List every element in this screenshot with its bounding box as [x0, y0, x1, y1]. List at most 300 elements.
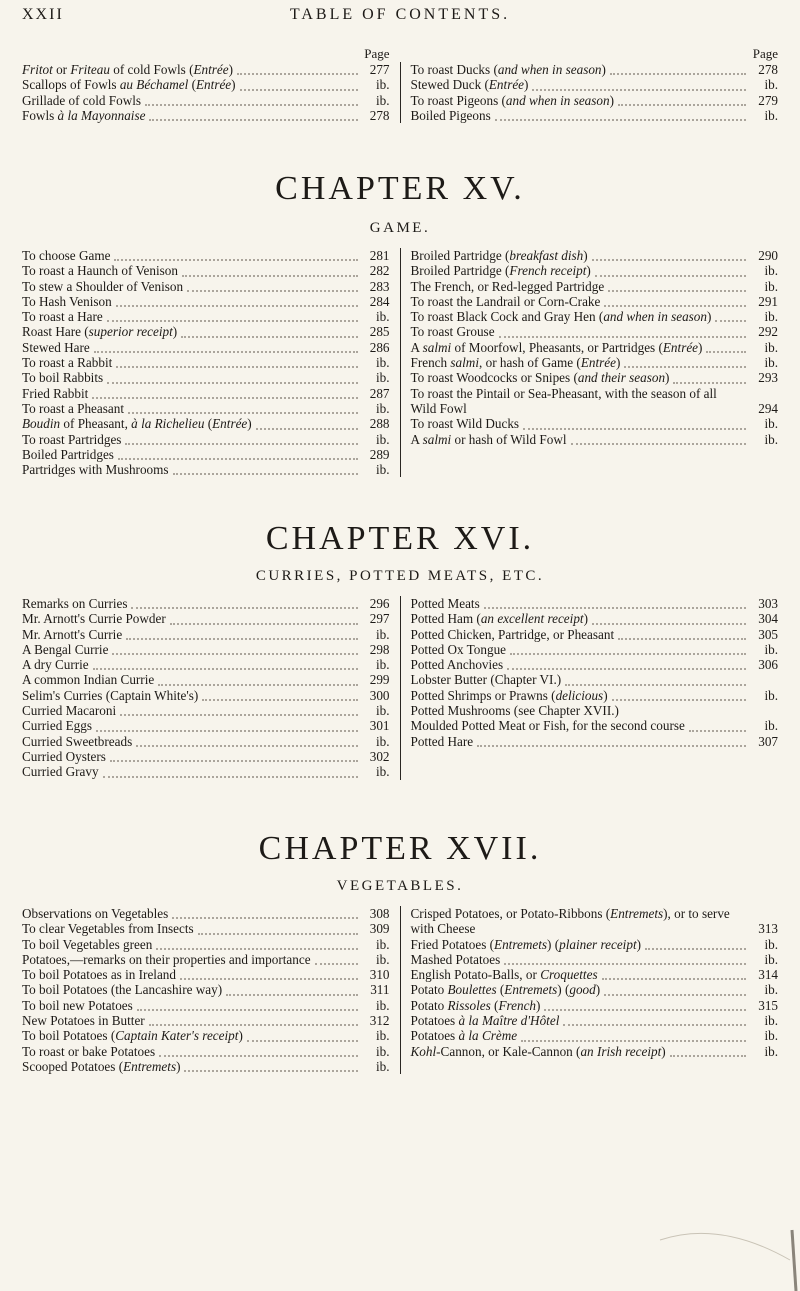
toc-entry: [22, 703, 390, 718]
toc-entry: [22, 447, 390, 462]
toc-entry-title: Potted Hare: [410, 733, 474, 749]
toc-entry: [22, 1044, 390, 1059]
leader-dots: [510, 643, 746, 655]
toc-entry: [411, 355, 779, 370]
leader-dots: [237, 63, 357, 75]
toc-entry: [22, 596, 390, 611]
toc-entry-page: 286: [369, 339, 390, 355]
toc-entry-page: 283: [369, 278, 390, 294]
toc-entry-title: A Bengal Currie: [22, 641, 109, 657]
toc-entry-page: 285: [369, 324, 390, 340]
toc-entry-title: Remarks on Curries: [22, 596, 128, 611]
toc-entry-page: 278: [369, 107, 390, 123]
running-head: [22, 6, 778, 30]
toc-column-left: [22, 906, 401, 1074]
toc-entry: [22, 1059, 390, 1074]
toc-entry-title: Grillade of cold Fowls: [22, 92, 142, 108]
toc-entry-page: 292: [758, 324, 778, 340]
toc-block-chapter14-tail: [22, 46, 778, 123]
toc-entry-title: Boiled Pigeons: [410, 107, 491, 123]
toc-entry: [22, 324, 390, 339]
toc-entry: [22, 734, 390, 749]
toc-entry-page: 309: [369, 921, 390, 937]
leader-dots: [247, 1030, 358, 1042]
toc-entry-title: To boil Potatoes as in Ireland: [22, 967, 176, 983]
toc-entry-title: To clear Vegetables from Insects: [22, 921, 194, 937]
toc-entry: [411, 62, 779, 77]
toc-entry-title: To boil Potatoes (Captain Kater's receipt): [22, 1028, 243, 1044]
toc-entry: [22, 355, 390, 370]
leader-dots: [112, 643, 357, 655]
toc-entry-page: ib.: [764, 431, 778, 447]
toc-entry: [411, 734, 779, 749]
toc-entry: [411, 108, 779, 123]
toc-entry-page: ib.: [764, 309, 778, 325]
toc-entry-title: To roast a Hare: [22, 309, 103, 325]
toc-entry-page: 289: [369, 446, 390, 462]
toc-entry-page: ib.: [764, 416, 778, 432]
toc-entry-page: 282: [369, 263, 390, 279]
leader-dots: [137, 999, 358, 1011]
toc-entry-title: To roast Pigeons (and when in season): [410, 92, 614, 108]
toc-entry-title: To roast Black Cock and Gray Hen (and when in season): [410, 309, 712, 325]
toc-entry-title: To roast a Pheasant: [22, 400, 124, 416]
toc-entry-title: Potted Anchovies: [410, 657, 504, 673]
toc-entry-title: Curried Oysters: [22, 748, 106, 764]
toc-entry-title: Mashed Potatoes: [410, 951, 501, 967]
toc-entry-title: Partridges with Mushrooms: [22, 462, 169, 478]
toc-entry-title: Fowls à la Mayonnaise: [22, 107, 146, 123]
toc-entry-page: ib.: [375, 355, 390, 371]
leader-dots: [670, 1045, 746, 1057]
toc-entry-title: Observations on Vegetables: [22, 906, 169, 921]
leader-dots: [571, 433, 746, 445]
toc-entry-page: ib.: [375, 626, 390, 642]
toc-entry-title: The French, or Red-legged Partridge: [410, 278, 605, 294]
toc-entry: [411, 672, 779, 687]
toc-entry: [411, 248, 779, 263]
toc-entry-title: English Potato-Balls, or Croquettes: [410, 967, 598, 983]
toc-entry: [411, 703, 779, 718]
leader-dots: [103, 766, 358, 778]
toc-entry: [411, 1044, 779, 1059]
toc-entry: [411, 279, 779, 294]
toc-entry-title: To roast Wild Ducks: [410, 416, 520, 432]
toc-entry: [22, 967, 390, 982]
leader-dots: [198, 923, 358, 935]
toc-entry-page: 308: [369, 906, 390, 921]
toc-entry-page: ib.: [764, 339, 778, 355]
toc-entry-title: Potatoes,—remarks on their properties and importance: [22, 951, 311, 967]
toc-entry-title: Potted Chicken, Partridge, or Pheasant: [410, 626, 615, 642]
toc-entry: [22, 764, 390, 779]
toc-entry-title: Moulded Potted Meat or Fish, for the second course: [410, 718, 685, 734]
leader-dots: [120, 704, 357, 716]
leader-dots: [608, 280, 746, 292]
toc-entry-page: 284: [369, 293, 390, 309]
chapter-heading: CHAPTER XV.: [275, 170, 525, 207]
leader-dots: [158, 674, 357, 686]
leader-dots: [499, 326, 746, 338]
toc-entry-page: ib.: [375, 92, 390, 108]
toc-entry-page: 294: [758, 400, 778, 416]
leader-dots: [618, 628, 746, 640]
toc-entry: [22, 906, 390, 921]
leader-dots: [544, 999, 746, 1011]
toc-entry-title: Curried Sweetbreads: [22, 733, 133, 749]
toc-entry-title: To Hash Venison: [22, 293, 112, 309]
toc-column-right: [401, 46, 779, 123]
leader-dots: [592, 613, 746, 625]
toc-entry-title: A common Indian Currie: [22, 672, 155, 688]
toc-entry: [411, 294, 779, 309]
toc-entry-title: Fried Rabbit: [22, 385, 89, 401]
toc-entry-page: 303: [758, 596, 778, 611]
leader-dots: [126, 628, 357, 640]
toc-entry-title: French salmi, or hash of Game (Entrée): [410, 355, 621, 371]
toc-entry: [22, 718, 390, 733]
leader-dots: [256, 418, 358, 430]
toc-entry: [22, 401, 390, 416]
toc-entry-page: 301: [369, 718, 390, 734]
leader-dots: [565, 674, 746, 686]
leader-dots: [145, 94, 357, 106]
toc-entry-page: 298: [369, 641, 390, 657]
toc-entry: [22, 998, 390, 1013]
toc-entry: [22, 642, 390, 657]
leader-dots: [226, 984, 357, 996]
toc-entry-page: 305: [758, 626, 778, 642]
toc-entry: [411, 596, 779, 611]
toc-entry-title: Crisped Potatoes, or Potato-Ribbons (Entremets), or to serve with Cheese: [410, 906, 730, 937]
toc-entry: [411, 642, 779, 657]
toc-entry-page: 297: [369, 611, 390, 627]
toc-entry: [22, 294, 390, 309]
toc-column-left: [22, 46, 401, 123]
leader-dots: [673, 372, 746, 384]
toc-entry-title: To roast Woodcocks or Snipes (and their season): [410, 370, 670, 386]
chapter-heading: CHAPTER XVII.: [258, 830, 542, 867]
toc-entry-title: Potted Ham (an excellent receipt): [410, 611, 588, 627]
toc-entry-title: To boil Potatoes (the Lancashire way): [22, 982, 223, 998]
toc-entry: [22, 627, 390, 642]
toc-entry-page: 293: [758, 370, 778, 386]
toc-column-right: [401, 906, 779, 1074]
toc-entry-title: Fritot or Friteau of cold Fowls (Entrée): [22, 62, 234, 77]
toc-entry: [22, 688, 390, 703]
toc-entry-page: ib.: [764, 1028, 778, 1044]
page-curl-shadow: [600, 1220, 800, 1291]
leader-dots: [116, 295, 358, 307]
toc-entry: [411, 309, 779, 324]
leader-dots: [202, 689, 357, 701]
toc-entry-title: Potted Mushrooms (see Chapter XVII.): [410, 703, 619, 719]
toc-column-left: [22, 596, 401, 780]
toc-entry-page: 310: [369, 967, 390, 983]
chapter-subject: GAME.: [369, 220, 431, 236]
toc-entry-title: To boil new Potatoes: [22, 997, 133, 1013]
leader-dots: [689, 720, 746, 732]
toc-entry-title: To roast or bake Potatoes: [22, 1043, 156, 1059]
toc-entry-page: ib.: [375, 1058, 390, 1074]
toc-entry-page: 290: [758, 248, 778, 263]
leader-dots: [602, 968, 746, 980]
toc-entry-page: ib.: [764, 1013, 778, 1029]
page-column-label: Page: [752, 46, 778, 61]
toc-entry-title: To roast the Pintail or Sea-Pheasant, with the season of all Wild Fowl: [410, 385, 717, 416]
toc-entry: [22, 62, 390, 77]
toc-entry-title: Boiled Partridges: [22, 446, 114, 462]
toc-entry: [411, 416, 779, 431]
toc-entry-page: 306: [758, 657, 778, 673]
leader-dots: [92, 387, 357, 399]
toc-entry: [411, 340, 779, 355]
toc-entry-page: ib.: [375, 764, 390, 780]
leader-dots: [706, 341, 746, 353]
leader-dots: [125, 433, 357, 445]
toc-entry: [411, 263, 779, 278]
toc-entry-title: To roast the Landrail or Corn-Crake: [410, 293, 601, 309]
toc-entry: [22, 263, 390, 278]
toc-entry-page: ib.: [764, 278, 778, 294]
leader-dots: [484, 597, 746, 609]
toc-entry-title: Potatoes à la Maître d'Hôtel: [410, 1013, 560, 1029]
toc-entry-title: Potted Meats: [410, 596, 480, 611]
toc-entry: [411, 627, 779, 642]
leader-dots: [149, 109, 357, 121]
toc-entry-page: ib.: [375, 400, 390, 416]
toc-entry: [22, 386, 390, 401]
toc-entry: [22, 309, 390, 324]
leader-dots: [181, 326, 357, 338]
toc-entry: [411, 718, 779, 733]
toc-entry-page: 288: [369, 416, 390, 432]
chapter-subject: VEGETABLES.: [336, 878, 464, 894]
toc-entry-title: A salmi of Moorfowl, Pheasants, or Partridges (Entrée): [410, 339, 703, 355]
leader-dots: [159, 1045, 357, 1057]
leader-dots: [156, 938, 357, 950]
toc-column-right: [401, 248, 779, 477]
leader-dots: [563, 1014, 746, 1026]
toc-entry: [22, 937, 390, 952]
toc-entry: [22, 416, 390, 431]
toc-entry-page: 287: [369, 385, 390, 401]
toc-entry: [411, 937, 779, 952]
page-title: TABLE OF CONTENTS.: [289, 6, 511, 23]
toc-entry: [22, 432, 390, 447]
toc-entry-title: A salmi or hash of Wild Fowl: [410, 431, 567, 447]
toc-entry-title: Selim's Curries (Captain White's): [22, 687, 199, 703]
leader-dots: [604, 984, 746, 996]
toc-entry-title: To stew a Shoulder of Venison: [22, 278, 184, 294]
toc-entry-page: ib.: [375, 703, 390, 719]
toc-column-left: [22, 248, 401, 477]
toc-entry-title: To boil Rabbits: [22, 370, 104, 386]
toc-entry-title: Stewed Duck (Entrée): [410, 77, 529, 93]
toc-entry: [22, 279, 390, 294]
toc-entry-page: 291: [758, 293, 778, 309]
toc-entry: [22, 672, 390, 687]
toc-entry-page: ib.: [764, 951, 778, 967]
toc-entry-title: Boudin of Pheasant, à la Richelieu (Entrée): [22, 416, 252, 432]
toc-entry-page: ib.: [764, 718, 778, 734]
leader-dots: [532, 79, 746, 91]
toc-entry: [22, 340, 390, 355]
toc-entry-page: 315: [758, 997, 778, 1013]
leader-dots: [94, 341, 358, 353]
toc-entry: [22, 248, 390, 263]
toc-entry-page: 299: [369, 672, 390, 688]
toc-entry: [411, 1013, 779, 1028]
page-number: XXII: [22, 6, 64, 23]
toc-entry-title: To choose Game: [22, 248, 111, 263]
toc-entry-title: To roast Ducks (and when in season): [410, 62, 606, 77]
toc-entry-title: Potato Rissoles (French): [410, 997, 541, 1013]
toc-entry-title: Lobster Butter (Chapter VI.): [410, 672, 562, 688]
toc-entry-page: 300: [369, 687, 390, 703]
toc-entry-page: ib.: [375, 657, 390, 673]
toc-entry-title: New Potatoes in Butter: [22, 1013, 145, 1029]
leader-dots: [172, 907, 357, 919]
toc-entry: [22, 462, 390, 477]
toc-entry-title: To boil Vegetables green: [22, 936, 153, 952]
toc-entry-title: Curried Gravy: [22, 764, 99, 780]
toc-entry-page: 302: [369, 748, 390, 764]
toc-entry-page: ib.: [375, 997, 390, 1013]
toc-entry-page: ib.: [375, 77, 390, 93]
chapter-heading: CHAPTER XVI.: [265, 520, 535, 557]
toc-entry: [22, 1028, 390, 1043]
toc-entry-page: ib.: [764, 936, 778, 952]
toc-entry-title: Potatoes à la Crème: [410, 1028, 518, 1044]
toc-entry: [411, 998, 779, 1013]
toc-entry: [411, 1028, 779, 1043]
toc-entry: [22, 921, 390, 936]
leader-dots: [173, 463, 358, 475]
leader-dots: [315, 953, 358, 965]
toc-entry: [22, 982, 390, 997]
toc-entry: [22, 77, 390, 92]
toc-entry-title: Mr. Arnott's Currie: [22, 626, 123, 642]
toc-entry: [411, 967, 779, 982]
toc-entry-title: To roast Grouse: [410, 324, 495, 340]
leader-dots: [136, 735, 357, 747]
leader-dots: [618, 94, 746, 106]
toc-entry-page: ib.: [764, 263, 778, 279]
toc-entry-title: Scallops of Fowls au Béchamel (Entrée): [22, 77, 236, 93]
toc-entry-page: ib.: [764, 687, 778, 703]
toc-entry: [411, 432, 779, 447]
chapter-subject: CURRIES, POTTED MEATS, ETC.: [255, 568, 545, 584]
leader-dots: [180, 968, 358, 980]
toc-entry: [22, 108, 390, 123]
toc-entry-page: ib.: [375, 431, 390, 447]
toc-entry-page: 296: [369, 596, 390, 611]
toc-entry-page: ib.: [375, 462, 390, 478]
leader-dots: [116, 356, 357, 368]
leader-dots: [149, 1014, 358, 1026]
leader-dots: [184, 1060, 357, 1072]
toc-entry-title: To roast a Haunch of Venison: [22, 263, 178, 279]
leader-dots: [96, 720, 358, 732]
toc-entry-title: Scooped Potatoes (Entremets): [22, 1058, 181, 1074]
toc-entry: [411, 324, 779, 339]
leader-dots: [595, 265, 746, 277]
leader-dots: [107, 310, 358, 322]
toc-entry-title: To roast a Rabbit: [22, 355, 113, 371]
toc-entry-page: ib.: [764, 1043, 778, 1059]
leader-dots: [610, 63, 746, 75]
leader-dots: [504, 953, 746, 965]
leader-dots: [118, 448, 358, 460]
toc-entry: [22, 611, 390, 626]
leader-dots: [507, 658, 746, 670]
toc-entry: [411, 77, 779, 92]
toc-entry-page: ib.: [375, 370, 390, 386]
toc-entry-title: Broiled Partridge (breakfast dish): [410, 248, 588, 263]
toc-entry-page: 304: [758, 611, 778, 627]
toc-entry-title: Stewed Hare: [22, 339, 90, 355]
toc-entry: [411, 386, 779, 417]
leader-dots: [128, 402, 358, 414]
leader-dots: [521, 1030, 746, 1042]
leader-dots: [240, 79, 358, 91]
leader-dots: [182, 265, 358, 277]
toc-entry-page: 279: [758, 92, 778, 108]
toc-entry: [411, 982, 779, 997]
leader-dots: [170, 613, 358, 625]
toc-entry: [22, 93, 390, 108]
toc-entry: [22, 657, 390, 672]
toc-entry: [22, 1013, 390, 1028]
toc-entry-title: Curried Eggs: [22, 718, 92, 734]
toc-entry-page: 311: [370, 982, 390, 998]
leader-dots: [477, 735, 746, 747]
page-column-label: Page: [364, 46, 390, 61]
toc-entry-title: Fried Potatoes (Entremets) (plainer receipt): [410, 936, 642, 952]
toc-entry-page: ib.: [375, 1028, 390, 1044]
toc-entry-page: 277: [369, 62, 390, 77]
leader-dots: [131, 597, 357, 609]
toc-entry: [22, 952, 390, 967]
toc-entry-page: ib.: [375, 936, 390, 952]
leader-dots: [624, 356, 746, 368]
toc-entry: [411, 952, 779, 967]
toc-entry-title: Potted Ox Tongue: [410, 641, 507, 657]
toc-entry-page: 278: [758, 62, 778, 77]
toc-column-right: [401, 596, 779, 780]
toc-entry: [411, 93, 779, 108]
toc-entry-title: Potato Boulettes (Entremets) (good): [410, 982, 601, 998]
toc-entry-page: ib.: [375, 951, 390, 967]
leader-dots: [114, 249, 357, 261]
toc-entry-title: Kohl-Cannon, or Kale-Cannon (an Irish receipt): [410, 1043, 666, 1059]
leader-dots: [523, 418, 746, 430]
toc-entry-page: 307: [758, 733, 778, 749]
toc-entry-page: 314: [758, 967, 778, 983]
leader-dots: [93, 658, 358, 670]
toc-entry-page: ib.: [375, 1043, 390, 1059]
toc-entry: [411, 611, 779, 626]
toc-entry-page: ib.: [375, 309, 390, 325]
leader-dots: [187, 280, 357, 292]
leader-dots: [715, 310, 746, 322]
toc-entry-page: 312: [369, 1013, 390, 1029]
toc-entry-page: ib.: [764, 107, 778, 123]
leader-dots: [110, 750, 358, 762]
toc-entry-title: Curried Macaroni: [22, 703, 117, 719]
leader-dots: [645, 938, 746, 950]
